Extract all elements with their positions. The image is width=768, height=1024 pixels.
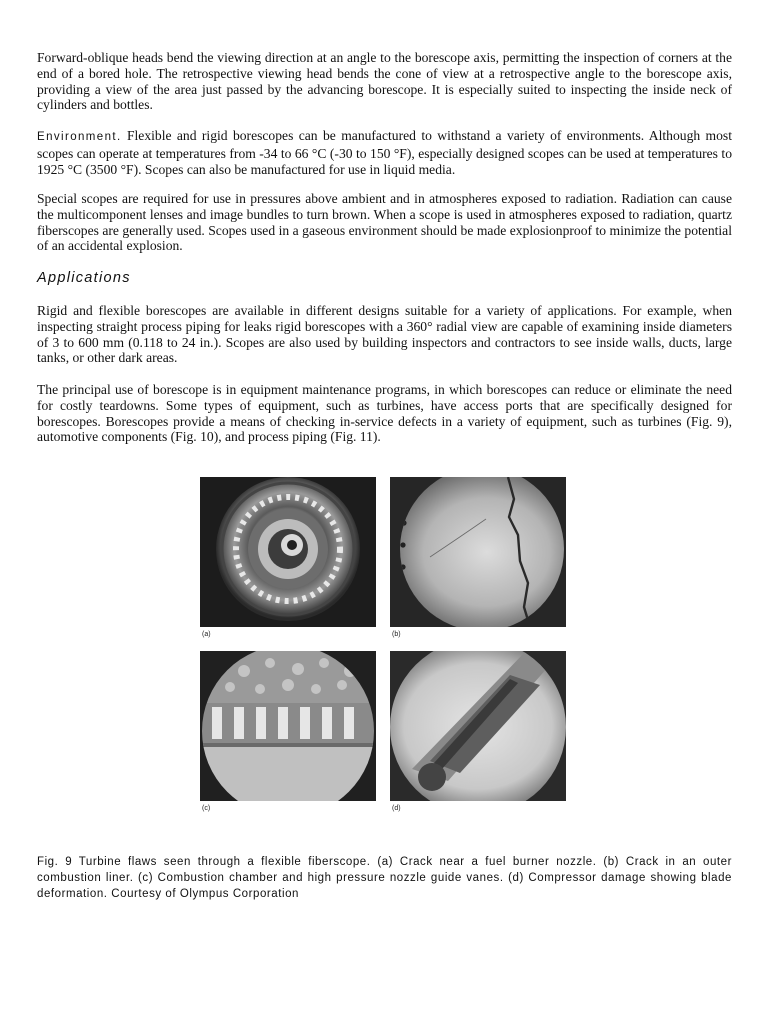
figure-panel-c-label: (c) [202, 805, 211, 812]
figure-panel-d [390, 651, 566, 801]
compressor-blade-damage-image [390, 651, 566, 801]
figure-panel-a [200, 477, 376, 627]
combustion-liner-crack-image [390, 477, 566, 627]
paragraph-applications: Rigid and flexible borescopes are available in different designs suitable for a variety of applications. For example, when inspecting straight process piping for leaks rigid borescopes with a 360° radial view are capable of examining inside diameters of 3 to 600 mm (0.118 to 24 in.). Scopes are also used by building inspectors and contractors to see inside walls, ducts, large tanks, or other dark areas. [37, 303, 732, 366]
paragraph-principal-use: The principal use of borescope is in equipment maintenance programs, in which borescopes can reduce or eliminate the need for costly teardowns. Some types of equipment, such as turbines, have access ports that are specifically designed for borescopes. Borescopes provide a means of checking in-service defects in a variety of equipment, such as turbines (Fig. 9), automotive components (Fig. 10), and process piping (Fig. 11). [37, 382, 732, 445]
figure-9 [200, 477, 570, 827]
figure-panel-b [390, 477, 566, 627]
paragraph-environment-text: Flexible and rigid borescopes can be manufactured to withstand a variety of environments. Although most scopes can operate at temperatures from -34 to 66 °C (-30 to 150 °F), especially designed scopes can be used at temperatures to 1925 °C (3500 °F). Scopes can also be manufactured for use in liquid media. [37, 128, 732, 177]
paragraph-special-scopes: Special scopes are required for use in pressures above ambient and in atmospheres exposed to radiation. Radiation can cause the multicomponent lenses and image bundles to turn brown. When a scope is used in atmospheres exposed to radiation, quartz fiberscopes are generally used. Scopes used in a gaseous environment should be made explosionproof to minimize the potential of an accidental explosion. [37, 191, 732, 254]
figure-caption: Fig. 9 Turbine flaws seen through a flexible fiberscope. (a) Crack near a fuel burner nozzle. (b) Crack in an outer combustion liner. (c) Combustion chamber and high pressure nozzle guide vanes. (d) Compressor damage showing blade deformation. Courtesy of Olympus Corporation [37, 856, 732, 900]
paragraph-environment [37, 128, 732, 177]
nozzle-guide-vanes-image [200, 651, 376, 801]
section-heading-applications: Applications [37, 270, 131, 286]
figure-panel-a-label: (a) [202, 631, 211, 638]
runin-heading-environment: Environment. [37, 131, 122, 143]
fuel-burner-nozzle-image [200, 477, 376, 627]
figure-panel-b-label: (b) [392, 631, 401, 638]
paragraph-forward-oblique: Forward-oblique heads bend the viewing direction at an angle to the borescope axis, permitting the inspection of corners at the end of a bored hole. The retrospective viewing head bends the cone of view at a retrospective angle to the borescope axis, providing a view of the area just passed by the advancing borescope. It is especially suited to inspecting the inside neck of cylinders and bottles. [37, 50, 732, 113]
figure-panel-d-label: (d) [392, 805, 401, 812]
figure-panel-c [200, 651, 376, 801]
